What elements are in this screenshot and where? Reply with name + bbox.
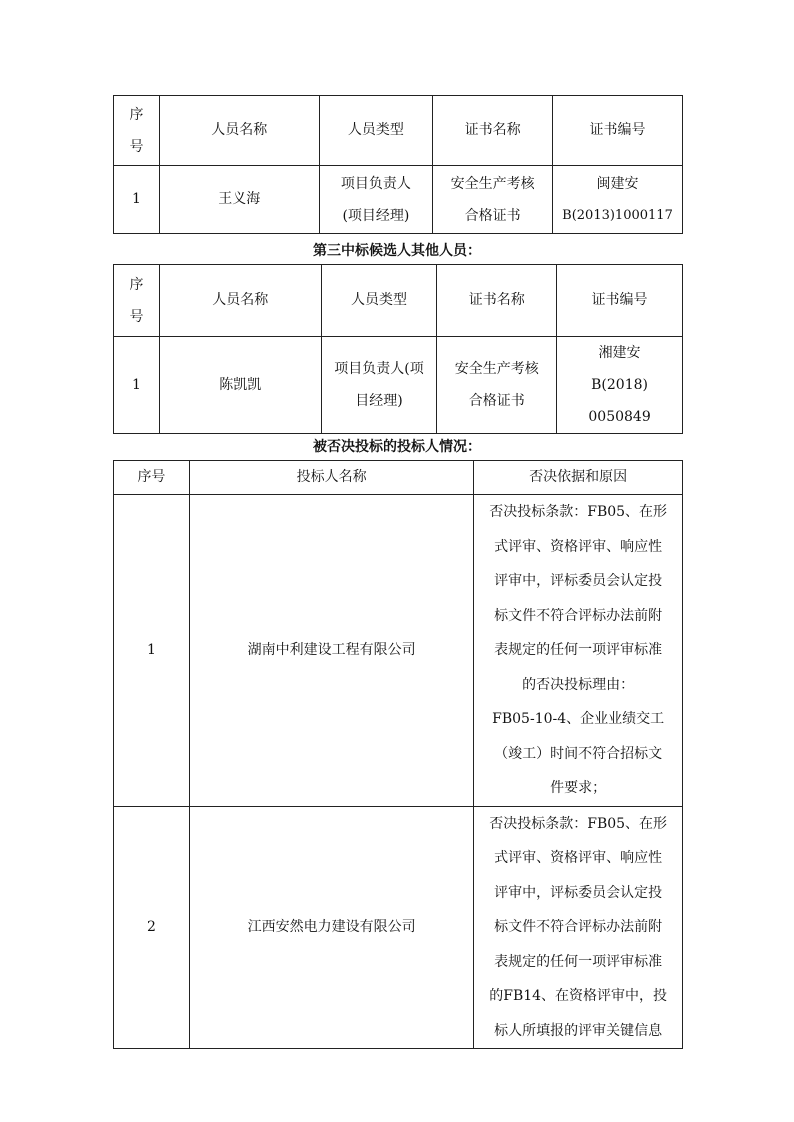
col-header-index: [114, 265, 160, 337]
cell-reason: [474, 806, 683, 1049]
reason-line: 否决投标条款：FB05、在形: [489, 504, 668, 520]
cell-cert-line: 安全生产考核: [450, 175, 535, 192]
col-header-index: 序号: [114, 461, 190, 495]
cell-type: [319, 166, 433, 234]
table-header-row: [114, 461, 683, 495]
cell-cert-name: [433, 166, 553, 234]
cell-type-line: 项目负责人(项: [334, 361, 424, 377]
cell-cert-no-line: 闽建安: [596, 175, 639, 192]
col-header-index-text: 序号: [129, 106, 144, 155]
col-header-cert-no: 证书编号: [557, 265, 683, 337]
reason-line: 评审中，评标委员会认定投: [494, 884, 663, 901]
section-title-rejected-bidders: 被否决投标的投标人情况：: [313, 439, 481, 455]
reason-line: 式评审、资格评审、响应性: [494, 850, 663, 866]
cell-cert-name: [437, 337, 557, 434]
cell-index: 1: [114, 337, 160, 434]
reason-line: 标文件不符合评标办法前附: [494, 607, 663, 624]
cell-cert-line: 安全生产考核: [454, 361, 539, 377]
col-header-name: 人员名称: [159, 265, 321, 337]
cell-type: [321, 337, 437, 434]
cell-type-line: 目经理): [355, 393, 403, 409]
col-header-reason: 否决依据和原因: [474, 461, 683, 495]
cell-cert-no-line: 0050849: [588, 409, 651, 425]
col-header-cert-no: 证书编号: [553, 96, 683, 166]
reason-line: 的否决投标理由：: [522, 676, 635, 693]
cell-cert-no-line: B(2013)1000117: [562, 207, 673, 223]
table-header-row: [114, 96, 683, 166]
staff-table-2: [113, 264, 683, 434]
table-row: [114, 806, 683, 1049]
reason-line: 件要求；: [550, 780, 607, 796]
col-header-index-text: 序号: [129, 276, 144, 325]
cell-reason: [474, 495, 683, 807]
table-row: [114, 166, 683, 234]
staff-table-1: [113, 95, 683, 234]
col-header-bidder: 投标人名称: [189, 461, 473, 495]
cell-bidder: 江西安然电力建设有限公司: [189, 806, 473, 1049]
reason-line: 标文件不符合评标办法前附: [494, 919, 663, 935]
reason-line: 表规定的任何一项评审标准: [494, 953, 663, 970]
cell-bidder: 湖南中利建设工程有限公司: [189, 495, 473, 807]
reason-line: 的FB14、在资格评审中，投: [489, 988, 668, 1004]
cell-name: 王义海: [159, 166, 319, 234]
col-header-type: 人员类型: [321, 265, 437, 337]
table-row: [114, 495, 683, 807]
reason-line: FB05-10-4、企业业绩交工: [492, 711, 665, 727]
cell-cert-no-line: B(2018): [591, 377, 648, 393]
reason-line: （竣工）时间不符合招标文: [494, 745, 663, 762]
cell-cert-no: [557, 337, 683, 434]
reason-line: 式评审、资格评审、响应性: [494, 538, 663, 555]
reason-line: 否决投标条款：FB05、在形: [489, 815, 668, 832]
col-header-type: 人员类型: [319, 96, 433, 166]
table-header-row: [114, 265, 683, 337]
section-title-third-candidate: 第三中标候选人其他人员：: [313, 243, 481, 259]
cell-cert-line: 合格证书: [464, 207, 521, 224]
cell-index: 1: [114, 495, 190, 807]
reason-line: 评审中，评标委员会认定投: [494, 573, 663, 589]
table-row: [114, 337, 683, 434]
reason-line: 标人所填报的评审关键信息: [494, 1022, 663, 1039]
reason-line: 表规定的任何一项评审标准: [494, 642, 663, 658]
cell-cert-no-line: 湘建安: [598, 345, 641, 361]
cell-index: 2: [114, 806, 190, 1049]
col-header-name: 人员名称: [159, 96, 319, 166]
cell-cert-no: [553, 166, 683, 234]
cell-cert-line: 合格证书: [468, 393, 525, 409]
col-header-cert-name: 证书名称: [433, 96, 553, 166]
cell-type-line: (项目经理): [342, 207, 410, 224]
col-header-cert-name: 证书名称: [437, 265, 557, 337]
cell-type-line: 项目负责人: [340, 175, 411, 192]
cell-name: 陈凯凯: [159, 337, 321, 434]
cell-index: 1: [114, 166, 160, 234]
col-header-index: [114, 96, 160, 166]
rejected-bidders-table: [113, 460, 683, 1049]
